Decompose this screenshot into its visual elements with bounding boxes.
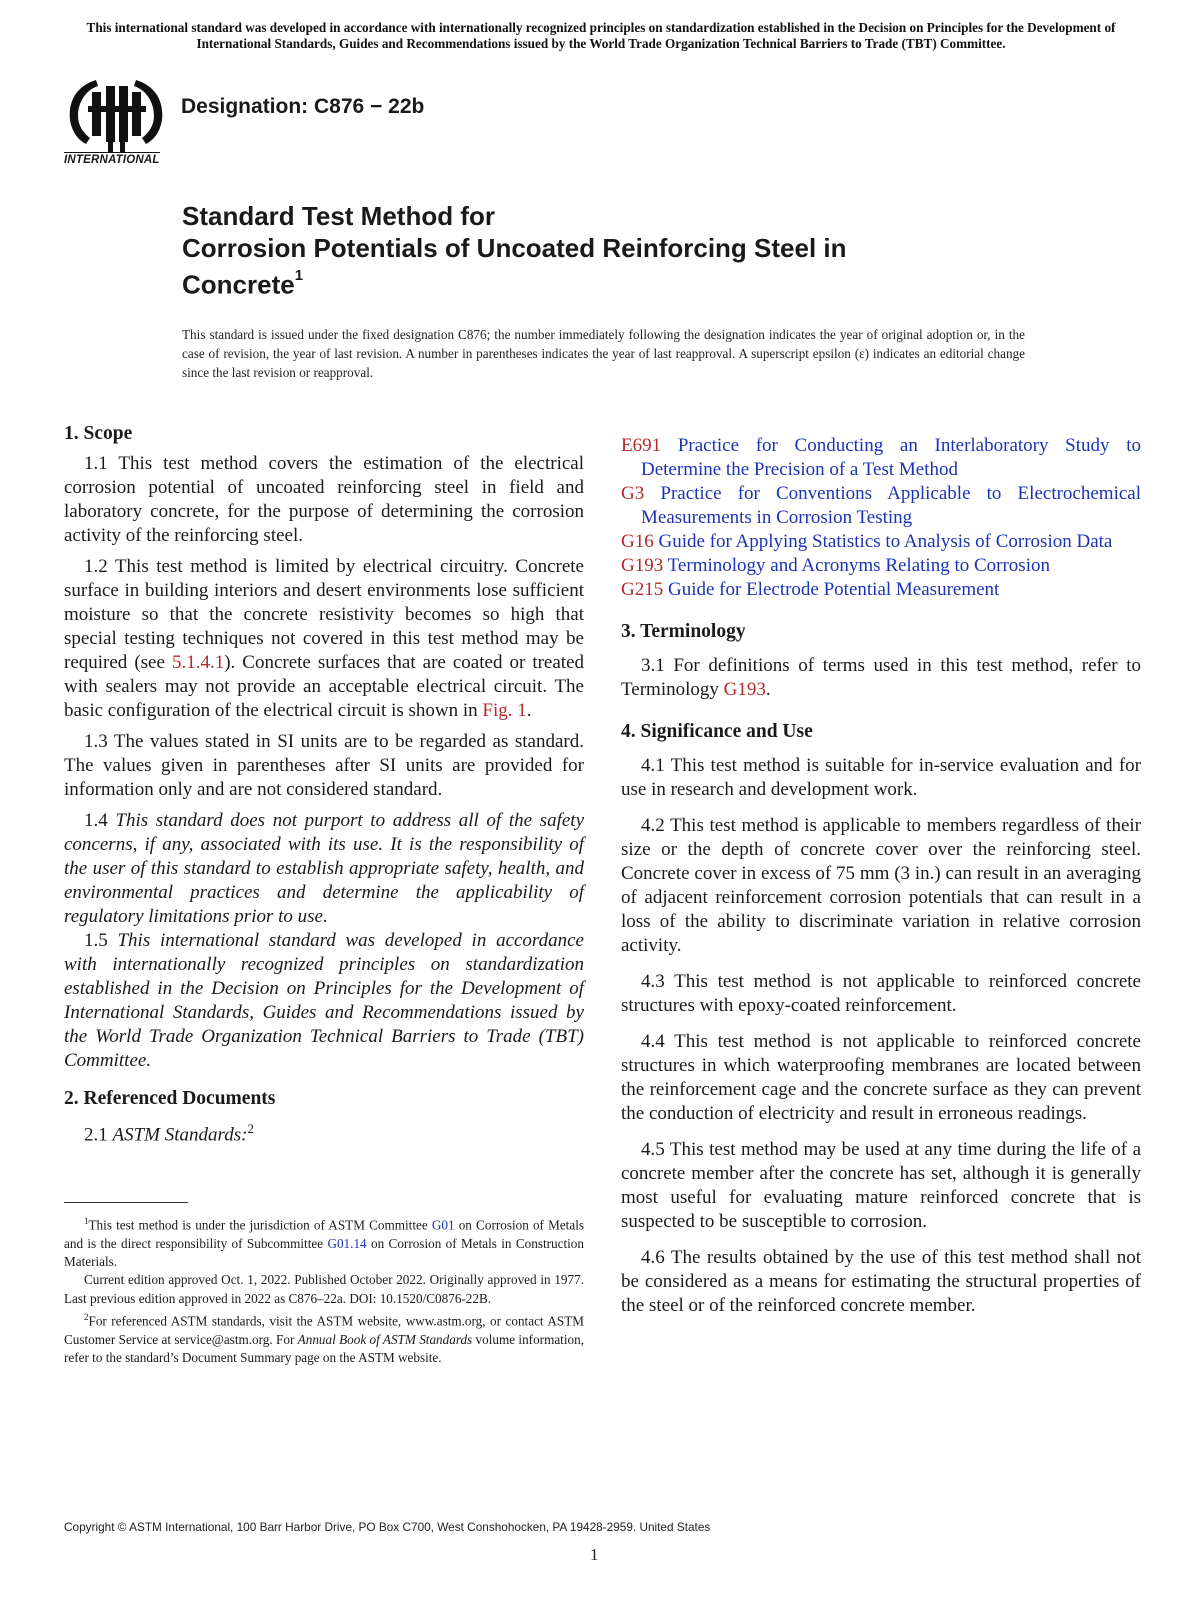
title-line-3: Concrete$^1$ (182, 267, 304, 300)
document-title (182, 200, 1082, 301)
footnote-1-current-edition: Current edition approved Oct. 1, 2022. Published October 2022. Originally approved in 1977. Last previous edition approved in 2022 as C876–22a. DOI: 10.1520/C0876-22B. (64, 1272, 584, 1306)
page-number: 1 (590, 1545, 599, 1564)
link-g193[interactable]: G193 (723, 679, 766, 700)
link-fig-1[interactable]: Fig. 1 (482, 700, 527, 721)
reference-e691[interactable]: E691 Practice for Conducting an Interlaboratory Study to Determine the Precision of a Test Method (621, 435, 1141, 480)
reference-g193[interactable]: G193 Terminology and Acronyms Relating to Corrosion (621, 555, 1050, 576)
reference-g3[interactable]: G3 Practice for Conventions Applicable to Electrochemical Measurements in Corrosion Testing (621, 483, 1141, 528)
link-5-1-4-1[interactable]: 5.1.4.1 (171, 652, 225, 673)
para-4-5: 4.5 This test method may be used at any time during the life of a concrete member after the concrete has set, although it is generally most useful for evaluating mature reinforced concrete that is suspected to be susceptible to corrosion. (621, 1139, 1141, 1232)
footnote-2-mark[interactable]: 2 (247, 1121, 254, 1136)
title-footnote-mark[interactable]: 1 (294, 267, 304, 284)
designation: Designation: C876 − 22b (181, 95, 425, 118)
astm-logo (66, 72, 166, 170)
section-2-heading: 2. Referenced Documents (64, 1088, 276, 1109)
wto-notice: This international standard was developed in accordance with internationally recognized principles on standardization established in the Decision on Principles for the Development of International Standards, Guides and Recommendations issued by the World Trade Organization Technical Barriers to Trade (TBT) Committee. (86, 20, 1116, 51)
para-1-3: 1.3 The values stated in SI units are to be regarded as standard. The values given in parentheses after SI units are provided for information only and are not considered standard. (64, 731, 584, 800)
para-1-5: 1.5 This international standard was developed in accordance with internationally recognized principles on standardization established in the Decision on Principles for the Development of International Standards, Guides and Recommendations issued by the World Trade Organization Technical Barriers to Trade (TBT) Committee. (64, 930, 584, 1071)
para-2-1: 2.1 ASTM Standards:$^2$ (84, 1121, 254, 1146)
para-4-3: 4.3 This test method is not applicable to reinforced concrete structures with epoxy-coated reinforcement. (621, 971, 1141, 1016)
reference-g215[interactable]: G215 Guide for Electrode Potential Measurement (621, 579, 1000, 600)
para-1-1: 1.1 This test method covers the estimation of the electrical corrosion potential of uncoated reinforcing steel in field and laboratory concrete, for the purpose of determining the corrosion activity of the reinforcing steel. (64, 453, 584, 546)
title-line-1: Standard Test Method for (182, 201, 495, 231)
right-column (621, 434, 1141, 1318)
reference-g16[interactable]: G16 Guide for Applying Statistics to Analysis of Corrosion Data (621, 531, 1113, 552)
para-4-4: 4.4 This test method is not applicable to reinforced concrete structures in which waterproofing membranes are located between the reinforcement cage and the concrete surface as they can prevent the conduction of electricity and result in erroneous readings. (621, 1031, 1141, 1124)
para-4-2: 4.2 This test method is applicable to members regardless of their size or the depth of concrete cover over the reinforcing steel. Concrete cover in excess of 75 mm (3 in.) can result in an averaging of adjacent reinforcement corrosion potentials that can result in a loss of the ability to discriminate variation in relative corrosion activity. (621, 815, 1141, 956)
section-1-heading: 1. Scope (64, 423, 133, 444)
para-4-1: 4.1 This test method is suitable for in-service evaluation and for use in research and development work. (621, 755, 1141, 800)
section-4-heading: 4. Significance and Use (621, 721, 813, 742)
footnotes (64, 1212, 584, 1367)
left-column (64, 422, 584, 1147)
logo-subtext: INTERNATIONAL (64, 154, 160, 166)
copyright-notice: Copyright © ASTM International, 100 Barr Harbor Drive, PO Box C700, West Conshohocken, PA 19428-2959. United States (64, 1520, 711, 1534)
para-1-4: 1.4 This standard does not purport to address all of the safety concerns, if any, associated with its use. It is the responsibility of the user of this standard to establish appropriate safety, health, and environmental practices and determine the applicability of regulatory limitations prior to use. (64, 810, 584, 927)
footnote-1: $^1$This test method is under the jurisdiction of ASTM Committee G01 on Corrosion of Metals and is the direct responsibility of Subcommittee G01.14 on Corrosion of Metals in Construction Materials. (64, 1216, 584, 1269)
link-g01[interactable]: G01 (431, 1217, 455, 1233)
para-4-6: 4.6 The results obtained by the use of this test method shall not be considered as a means for estimating the structural properties of the steel or of the reinforced concrete member. (621, 1247, 1141, 1316)
para-3-1: 3.1 For definitions of terms used in this test method, refer to Terminology G193. (621, 655, 1141, 700)
issued-note: This standard is issued under the fixed designation C876; the number immediately following the designation indicates the year of original adoption or, in the case of revision, the year of last revision. A number in parentheses indicates the year of last reapproval. A superscript epsilon (ε) indicates an editorial change since the last revision or reapproval. (182, 327, 1025, 380)
footnote-2: $^2$For referenced ASTM standards, visit the ASTM website, www.astm.org, or contact ASTM Customer Service at service@astm.org. For Annual Book of ASTM Standards volume information, refer to the standard’s Document Summary page on the ASTM website. (64, 1311, 584, 1365)
section-3-heading: 3. Terminology (621, 621, 746, 642)
footnote-divider (64, 1202, 188, 1203)
referenced-standards-list (621, 434, 1141, 602)
title-line-2: Corrosion Potentials of Uncoated Reinforcing Steel in (182, 233, 847, 263)
para-1-2: 1.2 This test method is limited by electrical circuitry. Concrete surface in building interiors and desert environments lose sufficient moisture so that the concrete resistivity becomes so high that special testing techniques not covered in this test method may be required (see 5.1.4.1). Concrete surfaces that are coated or treated with sealers may not provide an acceptable electrical circuit. The basic configuration of the electrical circuit is shown in Fig. 1. (64, 556, 585, 721)
link-g01-14[interactable]: G01.14 (327, 1235, 367, 1251)
